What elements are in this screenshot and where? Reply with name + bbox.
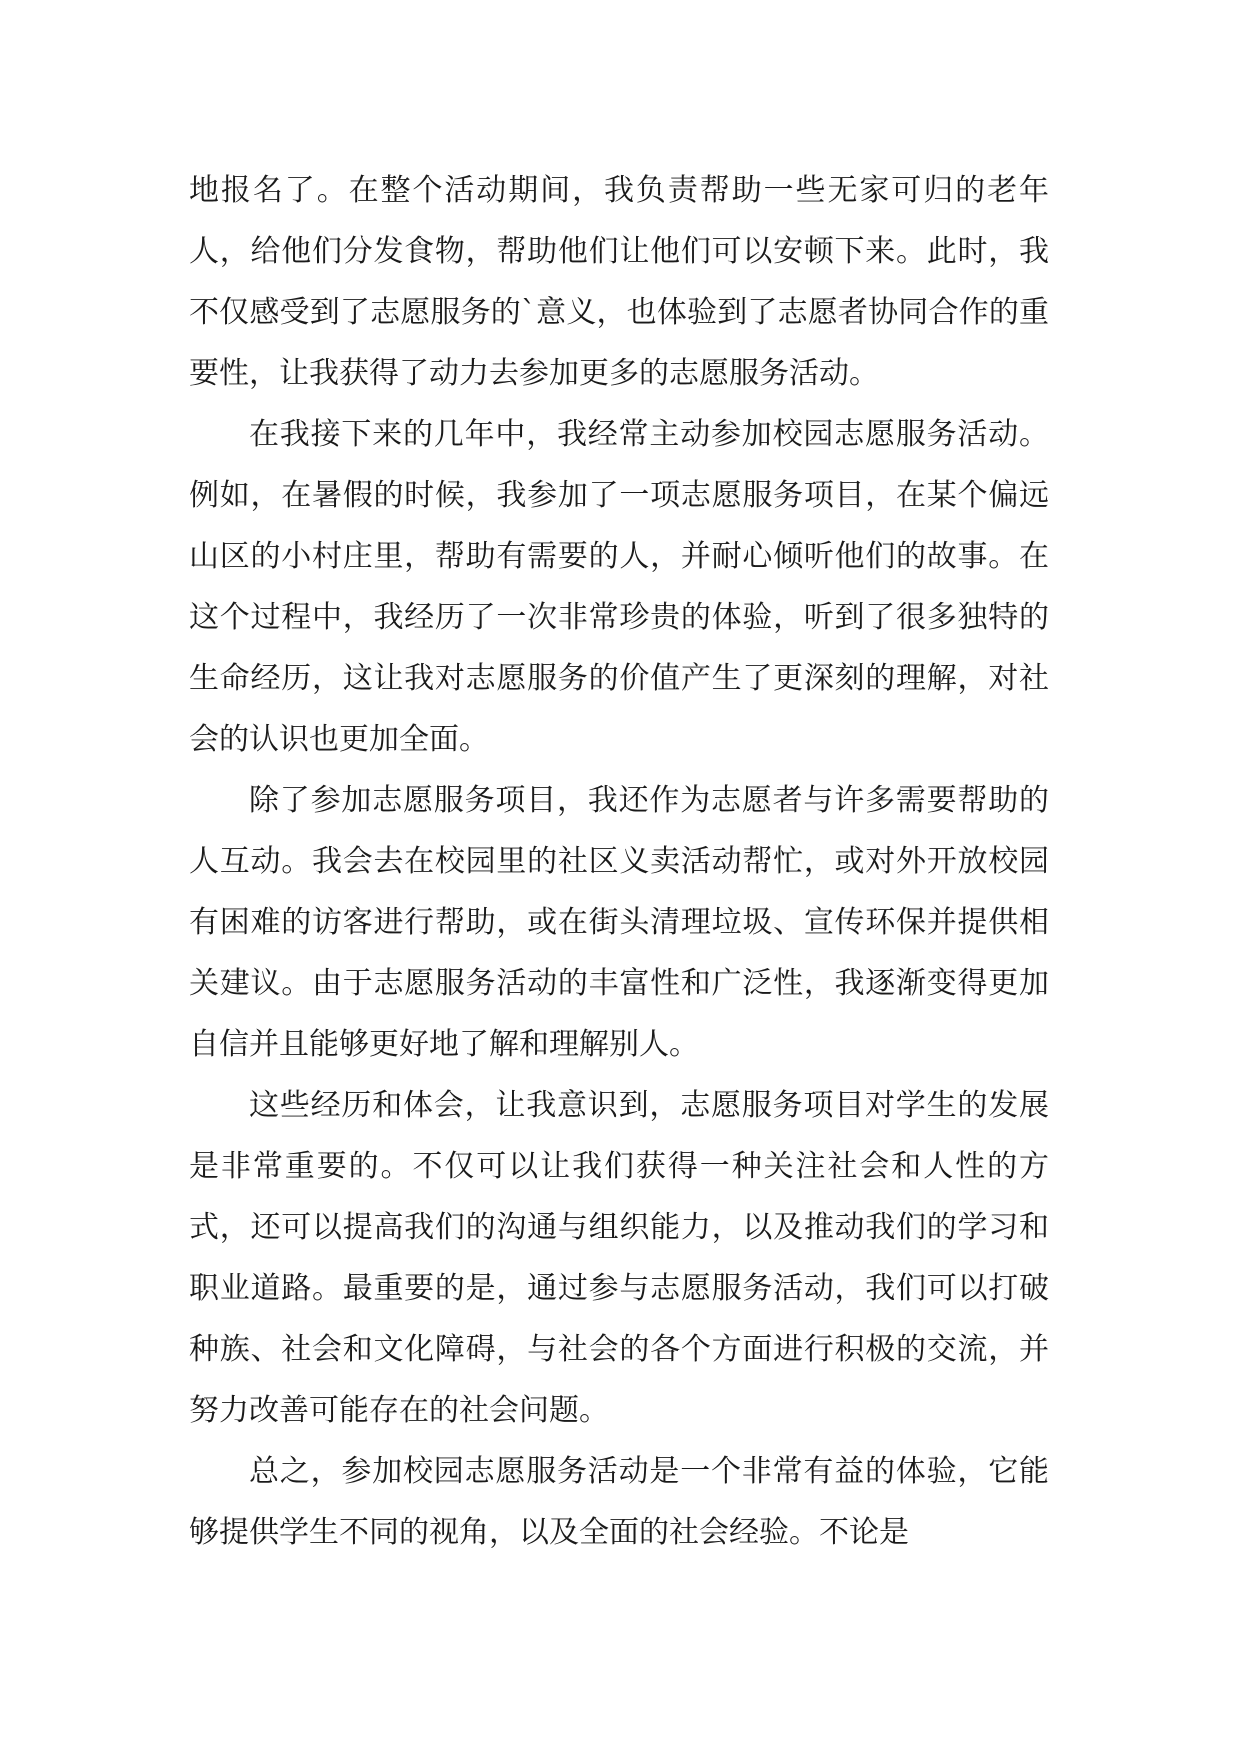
paragraph-5: 总之，参加校园志愿服务活动是一个非常有益的体验，它能够提供学生不同的视角，以及全面的社会经验。不论是: [189, 1454, 1049, 1550]
paragraph-4: 这些经历和体会，让我意识到，志愿服务项目对学生的发展是非常重要的。不仅可以让我们获得一种关注社会和人性的方式，还可以提高我们的沟通与组织能力，以及推动我们的学习和职业道路。最重要的是，通过参与志愿服务活动，我们可以打破种族、社会和文化障碍，与社会的各个方面进行积极的交流，并努力改善可能存在的社会问题。: [189, 1088, 1049, 1428]
paragraph-1: 地报名了。在整个活动期间，我负责帮助一些无家可归的老年人，给他们分发食物，帮助他们让他们可以安顿下来。此时，我不仅感受到了志愿服务的`意义，也体验到了志愿者协同合作的重要性，让我获得了动力去参加更多的志愿服务活动。: [189, 173, 1049, 391]
paragraph-2: 在我接下来的几年中，我经常主动参加校园志愿服务活动。例如，在暑假的时候，我参加了一项志愿服务项目，在某个偏远山区的小村庄里，帮助有需要的人，并耐心倾听他们的故事。在这个过程中，我经历了一次非常珍贵的体验，听到了很多独特的生命经历，这让我对志愿服务的价值产生了更深刻的理解，对社会的认识也更加全面。: [189, 417, 1049, 757]
paragraph-3: 除了参加志愿服务项目，我还作为志愿者与许多需要帮助的人互动。我会去在校园里的社区义卖活动帮忙，或对外开放校园有困难的访客进行帮助，或在街头清理垃圾、宣传环保并提供相关建议。由于志愿服务活动的丰富性和广泛性，我逐渐变得更加自信并且能够更好地了解和理解别人。: [189, 783, 1049, 1062]
body-text: [189, 160, 1049, 1563]
